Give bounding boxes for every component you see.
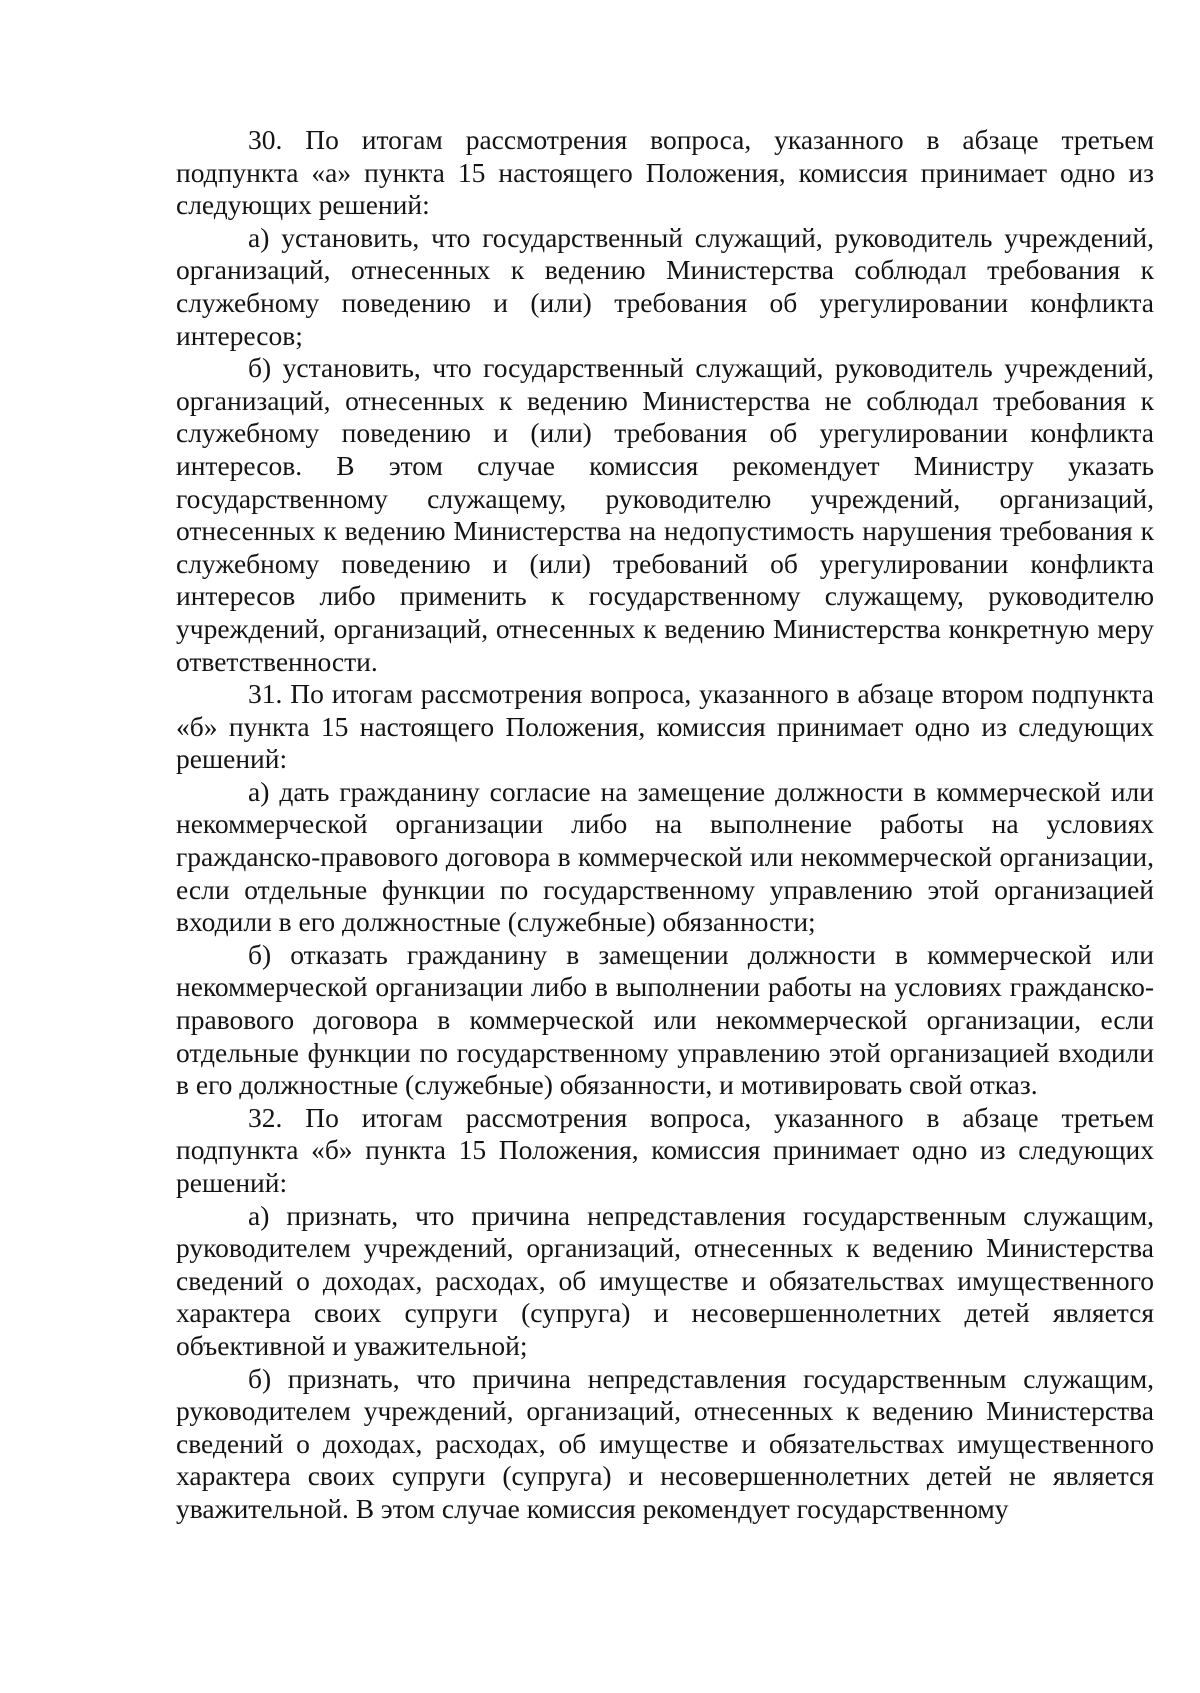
paragraph-30-b: б) установить, что государственный служащий, руководитель учреждений, организаций, отнесенных к ведению Министерства не соблюдал требования к служебному поведению и (или) требования об урегулировании конфликта интересов. В этом случае комиссия рекомендует Министру указать государственному служащему, руководителю учреждений, организаций, отнесенных к ведению Министерства на недопустимость нарушения требования к служебному поведению и (или) требований об урегулировании конфликта интересов либо применить к государственному служащему, руководителю учреждений, организаций, отнесенных к ведению Министерства конкретную меру ответственности.	[176, 352, 1154, 677]
paragraph-31-a: а) дать гражданину согласие на замещение должности в коммерческой или некоммерческой организации либо на выполнение работы на условиях гражданско-правового договора в коммерческой или некоммерческой организации, если отдельные функции по государственному управлению этой организацией входили в его должностные (служебные) обязанности;	[176, 775, 1154, 938]
paragraph-32: 32. По итогам рассмотрения вопроса, указанного в абзаце третьем подпункта «б» пункта 15 Положения, комиссия принимает одно из следующих решений:	[176, 1101, 1154, 1198]
paragraph-31-b: б) отказать гражданину в замещении должности в коммерческой или некоммерческой организации либо в выполнении работы на условиях гражданско-правового договора в коммерческой или некоммерческой организации, если отдельные функции по государственному управлению этой организацией входили в его должностные (служебные) обязанности, и мотивировать свой отказ.	[176, 938, 1154, 1101]
paragraph-32-b: б) признать, что причина непредставления государственным служащим, руководителем учреждений, организаций, отнесенных к ведению Министерства сведений о доходах, расходах, об имуществе и обязательствах имущественного характера своих супруги (супруга) и несовершеннолетних детей не является уважительной. В этом случае комиссия рекомендует государственному	[176, 1362, 1154, 1524]
paragraph-32-a: а) признать, что причина непредставления государственным служащим, руководителем учреждений, организаций, отнесенных к ведению Министерства сведений о доходах, расходах, об имуществе и обязательствах имущественного характера своих супруги (супруга) и несовершеннолетних детей является объективной и уважительной;	[176, 1199, 1154, 1361]
paragraph-30-a: а) установить, что государственный служащий, руководитель учреждений, организаций, отнесенных к ведению Министерства соблюдал требования к служебному поведению и (или) требования об урегулировании конфликта интересов;	[176, 221, 1154, 351]
paragraph-31: 31. По итогам рассмотрения вопроса, указанного в абзаце втором подпункта «б» пункта 15 настоящего Положения, комиссия принимает одно из следующих решений:	[176, 678, 1154, 775]
paragraph-30: 30. По итогам рассмотрения вопроса, указанного в абзаце третьем подпункта «а» пункта 15 настоящего Положения, комиссия принимает одно из следующих решений:	[176, 124, 1154, 221]
document-page	[176, 124, 1154, 1526]
